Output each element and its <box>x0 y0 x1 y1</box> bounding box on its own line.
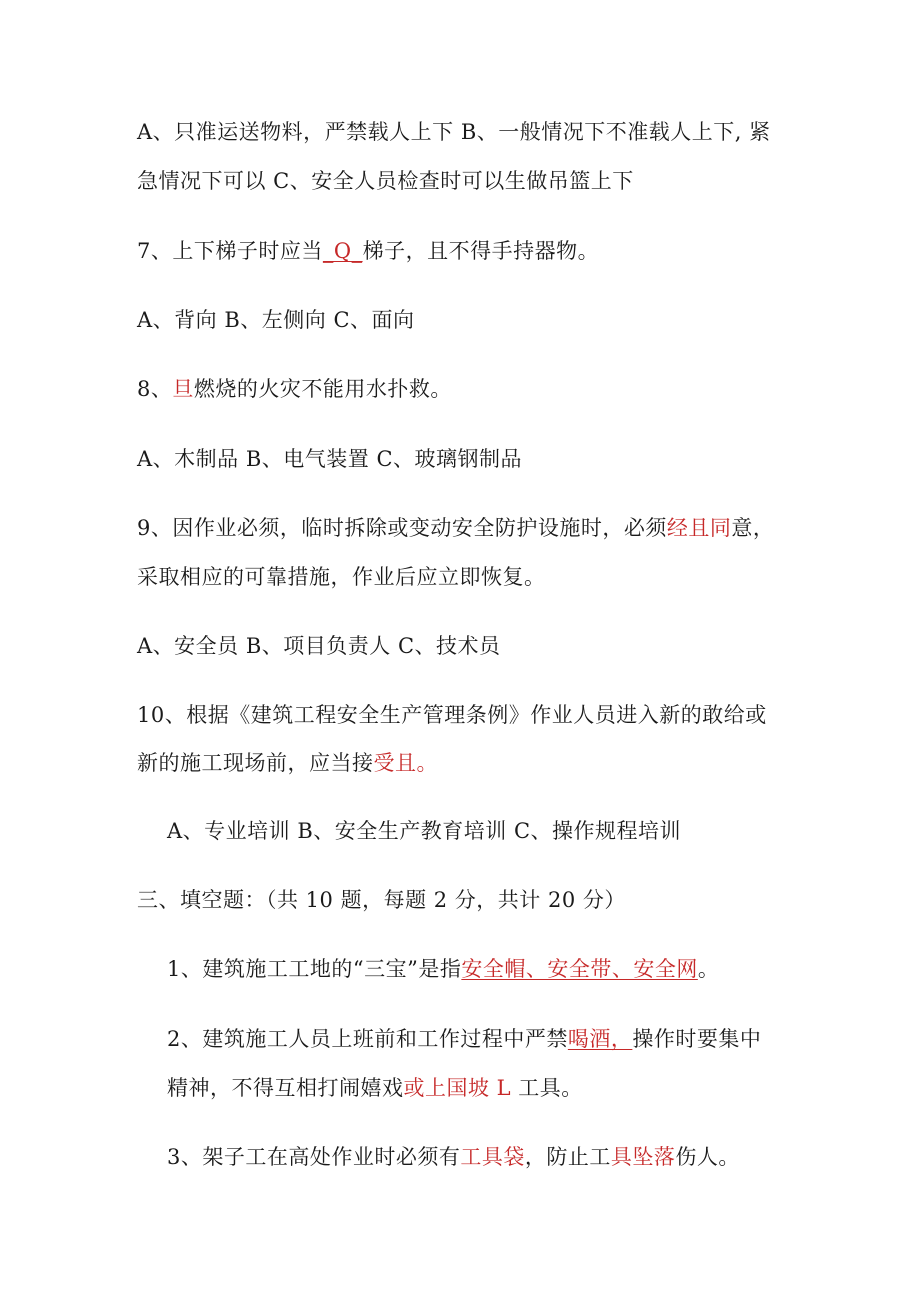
question-text: 8、 <box>137 377 173 401</box>
question-text: 新的施工现场前，应当接 <box>137 751 374 775</box>
line-text: A、木制品 B、电气装置 C、玻璃钢制品 <box>137 447 523 471</box>
question-text: 工具。 <box>511 1076 583 1100</box>
question-10-cont <box>137 749 438 777</box>
question-7 <box>137 237 599 265</box>
question-9 <box>137 514 774 542</box>
line-text: 10、根据《建筑工程安全生产管理条例》作业人员进入新的敢给或 <box>137 703 767 727</box>
fill-question-2 <box>167 1025 761 1053</box>
question-text: ，防止工 <box>524 1145 611 1169</box>
option-line-6-cont <box>137 167 634 195</box>
fill-question-3 <box>167 1143 740 1171</box>
option-line-10 <box>167 817 681 845</box>
answer-blank: 受且。 <box>373 751 438 775</box>
line-text: A、安全员 B、项目负责人 C、技术员 <box>137 634 501 658</box>
answer-blank: 旦 <box>172 377 194 401</box>
line-text: A、背向 B、左侧向 C、面向 <box>137 308 415 332</box>
question-text: 精神，不得互相打闹嬉戏 <box>167 1076 404 1100</box>
question-8 <box>137 375 452 403</box>
option-line-9 <box>137 632 501 660</box>
option-line-6 <box>137 118 771 146</box>
question-text: 梯子，且不得手持器物。 <box>362 239 600 263</box>
answer-blank: 工具袋 <box>460 1145 525 1169</box>
line-text: A、只准运送物料，严禁载人上下 B、一般情况下不准载人上下, 紧 <box>137 120 771 144</box>
answer-blank: 经且同 <box>666 516 732 540</box>
question-text: 操作时要集中 <box>632 1027 762 1051</box>
answer-blank: 安全帽、安全带、安全网 <box>461 957 698 981</box>
option-line-7 <box>137 306 415 334</box>
fill-question-2-cont <box>167 1074 583 1102</box>
option-line-8 <box>137 445 522 473</box>
line-text: 急情况下可以 C、安全人员检查时可以生做吊篮上下 <box>137 169 634 193</box>
question-text: 意， <box>731 516 775 540</box>
section-heading: 三、填空题：（共 10 题，每题 2 分，共计 20 分） <box>137 888 626 912</box>
question-text: 7、上下梯子时应当 <box>137 239 323 263</box>
line-text: A、专业培训 B、安全生产教育培训 C、操作规程培训 <box>167 819 682 843</box>
fill-question-1 <box>167 955 719 983</box>
question-text: 3、架子工在高处作业时必须有 <box>167 1145 461 1169</box>
question-9-cont <box>137 563 546 591</box>
section-heading-fill-in <box>137 886 626 914</box>
answer-blank: _Q_ <box>322 239 363 263</box>
question-text: 1、建筑施工工地的“三宝”是指 <box>167 957 462 981</box>
answer-blank: 喝酒， <box>567 1027 633 1051</box>
question-text: 伤人。 <box>675 1145 740 1169</box>
answer-blank: 或上国坡 L <box>403 1076 512 1100</box>
question-10 <box>137 701 767 729</box>
question-text: 2、建筑施工人员上班前和工作过程中严禁 <box>167 1027 568 1051</box>
question-text: 9、因作业必须，临时拆除或变动安全防护设施时，必须 <box>137 516 667 540</box>
line-text: 采取相应的可靠措施，作业后应立即恢复。 <box>137 565 546 589</box>
question-text: 燃烧的火灾不能用水扑救。 <box>193 377 452 401</box>
question-text: 。 <box>697 957 720 981</box>
answer-blank: 具坠落 <box>610 1145 676 1169</box>
